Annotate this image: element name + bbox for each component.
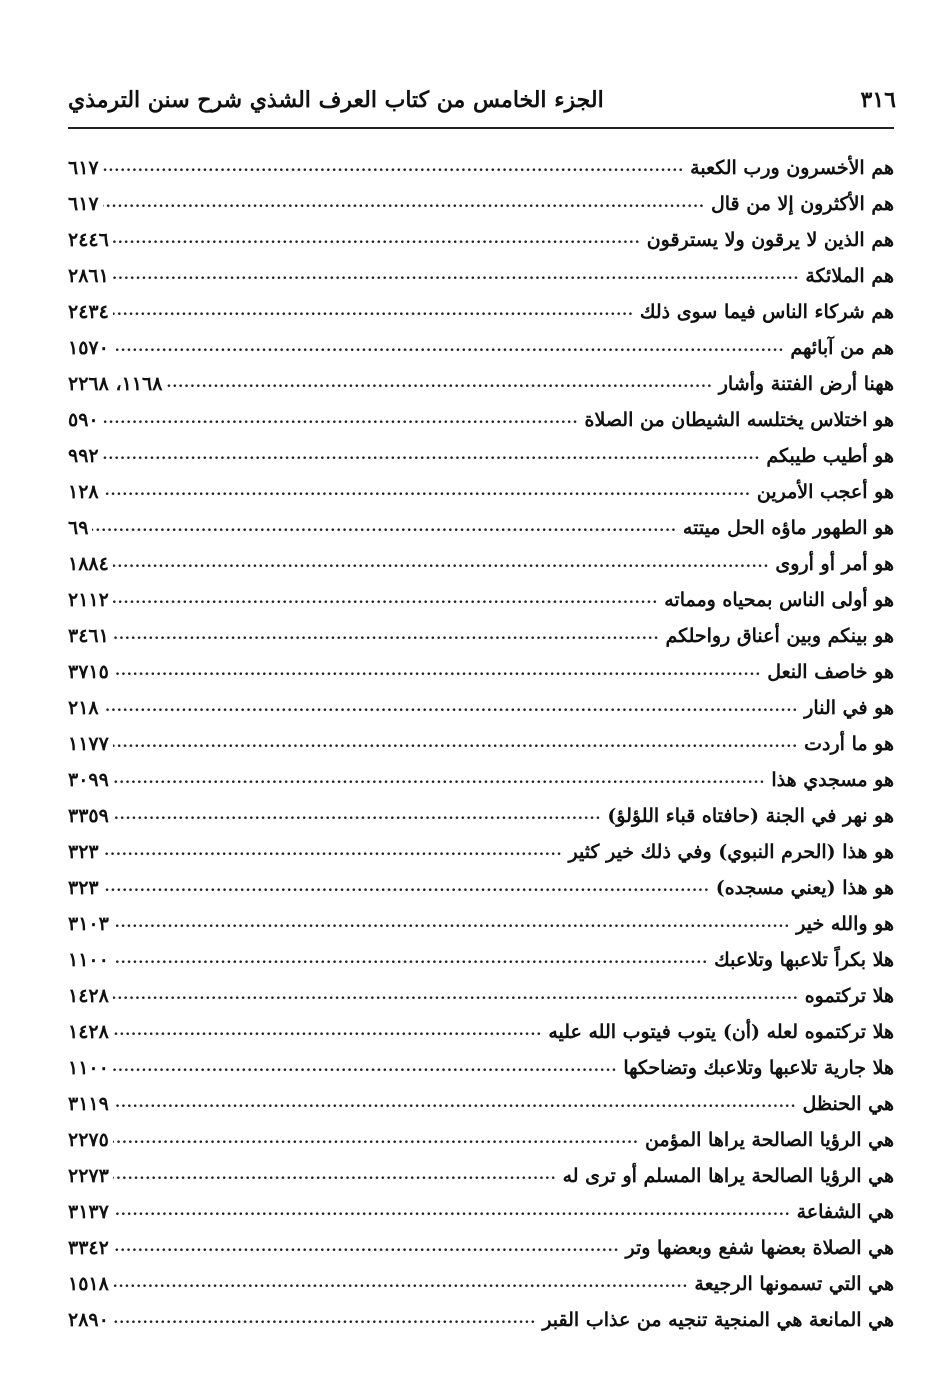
entry-page-numbers: ٢٤٣٤ bbox=[68, 301, 109, 323]
running-title: الجزء الخامس من كتاب العرف الشذي شرح سنن الترمذي bbox=[68, 87, 604, 113]
entry-title: هو أطيب طيبكم bbox=[766, 445, 894, 467]
dot-leader bbox=[166, 373, 712, 393]
entry-page-numbers: ١١٠٠ bbox=[68, 949, 109, 971]
dot-leader bbox=[113, 625, 660, 645]
dot-leader bbox=[113, 985, 799, 1005]
dot-leader bbox=[113, 265, 800, 285]
entry-page-numbers: ٦١٧ bbox=[68, 157, 99, 179]
dot-leader bbox=[103, 193, 705, 213]
entry-title: هو ما أردت bbox=[804, 733, 894, 755]
entry-page-numbers: ١١٦٨، ٢٢٦٨ bbox=[68, 373, 163, 395]
dot-leader bbox=[113, 733, 798, 753]
entry-title: هي المانعة هي المنجية تنجيه من عذاب القبر bbox=[542, 1309, 894, 1331]
entry-title: هي الرؤيا الصالحة يراها المؤمن bbox=[644, 1129, 894, 1151]
dot-leader bbox=[113, 913, 790, 933]
page-header bbox=[68, 80, 896, 120]
index-entry bbox=[68, 1152, 894, 1188]
entry-title: هو الطهور ماؤه الحل ميتته bbox=[682, 517, 894, 539]
entry-page-numbers: ٢٢٧٣ bbox=[68, 1165, 109, 1187]
dot-leader bbox=[113, 949, 708, 969]
dot-leader bbox=[103, 841, 563, 861]
entry-page-numbers: ٢٨٩٠ bbox=[68, 1309, 109, 1331]
entry-page-numbers: ١٥٧٠ bbox=[68, 337, 109, 359]
dot-leader bbox=[113, 301, 634, 321]
dot-leader bbox=[103, 877, 710, 897]
dot-leader bbox=[113, 229, 641, 249]
index-entry bbox=[68, 864, 894, 900]
dot-leader bbox=[113, 337, 785, 357]
index-entry bbox=[68, 396, 894, 432]
entry-title: هو في النار bbox=[804, 697, 894, 719]
index-entry bbox=[68, 720, 894, 756]
entry-page-numbers: ٣٢٣ bbox=[68, 877, 99, 899]
entry-page-numbers: ٢١٨ bbox=[68, 697, 99, 719]
entry-page-numbers: ٥٩٠ bbox=[68, 409, 99, 431]
entry-page-numbers: ٣١٠٣ bbox=[68, 913, 109, 935]
index-entry bbox=[68, 432, 894, 468]
index-entry bbox=[68, 1044, 894, 1080]
index-list bbox=[68, 144, 894, 1332]
dot-leader bbox=[92, 517, 677, 537]
dot-leader bbox=[113, 553, 770, 573]
entry-page-numbers: ١٢٨ bbox=[68, 481, 99, 503]
dot-leader bbox=[113, 805, 602, 825]
entry-page-numbers: ٣٢٣ bbox=[68, 841, 99, 863]
entry-title: هي الشفاعة bbox=[796, 1201, 894, 1223]
index-entry bbox=[68, 900, 894, 936]
entry-page-numbers: ١٨٨٤ bbox=[68, 553, 109, 575]
index-entry bbox=[68, 828, 894, 864]
index-entry bbox=[68, 1188, 894, 1224]
entry-page-numbers: ٣٣٥٩ bbox=[68, 805, 109, 827]
entry-page-numbers: ٦٩ bbox=[68, 517, 89, 539]
entry-page-numbers: ١٥١٨ bbox=[68, 1273, 109, 1295]
entry-title: هو هذا (الحرم النبوي) وفي ذلك خير كثير bbox=[568, 841, 894, 863]
dot-leader bbox=[113, 661, 761, 681]
entry-page-numbers: ١١٠٠ bbox=[68, 1057, 109, 1079]
index-entry bbox=[68, 504, 894, 540]
entry-title: هي الصلاة بعضها شفع وبعضها وتر bbox=[625, 1237, 894, 1259]
entry-title: هم الأخسرون ورب الكعبة bbox=[690, 157, 894, 179]
entry-page-numbers: ٣١٣٧ bbox=[68, 1201, 109, 1223]
entry-page-numbers: ٢١١٢ bbox=[68, 589, 109, 611]
entry-page-numbers: ١٤٢٨ bbox=[68, 1021, 109, 1043]
entry-title: هو أعجب الأمرين bbox=[756, 481, 894, 503]
entry-title: هو خاصف النعل bbox=[767, 661, 894, 683]
index-entry bbox=[68, 1116, 894, 1152]
entry-page-numbers: ٢٨٦١ bbox=[68, 265, 109, 287]
entry-title: هلا تركتموه bbox=[804, 985, 894, 1007]
entry-title: هو والله خير bbox=[796, 913, 894, 935]
index-entry bbox=[68, 792, 894, 828]
dot-leader bbox=[113, 589, 658, 609]
dot-leader bbox=[113, 769, 766, 789]
dot-leader bbox=[103, 157, 685, 177]
entry-title: هو مسجدي هذا bbox=[771, 769, 894, 791]
dot-leader bbox=[113, 1237, 620, 1257]
entry-page-numbers: ٢٢٧٥ bbox=[68, 1129, 109, 1151]
index-entry bbox=[68, 1080, 894, 1116]
page-number: ٣١٦ bbox=[860, 87, 896, 113]
entry-page-numbers: ١١٧٧ bbox=[68, 733, 109, 755]
index-entry bbox=[68, 216, 894, 252]
entry-page-numbers: ٦١٧ bbox=[68, 193, 99, 215]
dot-leader bbox=[113, 1093, 797, 1113]
entry-title: هو هذا (يعني مسجده) bbox=[715, 877, 894, 899]
entry-title: هم الذين لا يرقون ولا يسترقون bbox=[646, 229, 894, 251]
entry-title: ههنا أرض الفتنة وأشار bbox=[718, 373, 894, 395]
dot-leader bbox=[113, 1165, 557, 1185]
entry-title: هلا تركتموه لعله (أن) يتوب فيتوب الله عليه bbox=[548, 1021, 894, 1043]
index-entry bbox=[68, 936, 894, 972]
dot-leader bbox=[113, 1057, 618, 1077]
entry-title: هو بينكم وبين أعناق رواحلكم bbox=[665, 625, 894, 647]
index-entry bbox=[68, 468, 894, 504]
entry-page-numbers: ٩٩٢ bbox=[68, 445, 99, 467]
dot-leader bbox=[113, 1201, 791, 1221]
header-rule bbox=[68, 127, 894, 129]
index-entry bbox=[68, 612, 894, 648]
index-entry bbox=[68, 252, 894, 288]
dot-leader bbox=[113, 1273, 689, 1293]
dot-leader bbox=[113, 1021, 542, 1041]
entry-title: هم الملائكة bbox=[805, 265, 894, 287]
dot-leader bbox=[113, 1129, 639, 1149]
index-entry bbox=[68, 756, 894, 792]
entry-page-numbers: ٢٤٤٦ bbox=[68, 229, 109, 251]
entry-page-numbers: ٣٧١٥ bbox=[68, 661, 109, 683]
entry-title: هلا بكراً تلاعبها وتلاعبك bbox=[714, 949, 894, 971]
entry-page-numbers: ١٤٢٨ bbox=[68, 985, 109, 1007]
entry-page-numbers: ٣٣٤٢ bbox=[68, 1237, 109, 1259]
dot-leader bbox=[103, 409, 579, 429]
index-entry bbox=[68, 324, 894, 360]
entry-page-numbers: ٣٠٩٩ bbox=[68, 769, 109, 791]
index-entry bbox=[68, 648, 894, 684]
index-entry bbox=[68, 576, 894, 612]
dot-leader bbox=[103, 445, 761, 465]
index-entry bbox=[68, 180, 894, 216]
dot-leader bbox=[113, 1309, 536, 1329]
entry-title: هم الأكثرون إلا من قال bbox=[710, 193, 894, 215]
index-entry bbox=[68, 1296, 894, 1332]
entry-title: هو أمر أو أروى bbox=[775, 553, 894, 575]
index-entry bbox=[68, 540, 894, 576]
dot-leader bbox=[103, 697, 799, 717]
index-entry bbox=[68, 360, 894, 396]
index-entry bbox=[68, 1008, 894, 1044]
entry-title: هو اختلاس يختلسه الشيطان من الصلاة bbox=[584, 409, 894, 431]
index-entry bbox=[68, 144, 894, 180]
index-entry bbox=[68, 972, 894, 1008]
entry-title: هو نهر في الجنة (حافتاه قباء اللؤلؤ) bbox=[607, 805, 894, 827]
entry-title: هي الرؤيا الصالحة يراها المسلم أو ترى له bbox=[562, 1165, 894, 1187]
dot-leader bbox=[103, 481, 751, 501]
entry-title: هم من آبائهم bbox=[790, 337, 894, 359]
entry-page-numbers: ٣١١٩ bbox=[68, 1093, 109, 1115]
entry-page-numbers: ٣٤٦١ bbox=[68, 625, 109, 647]
index-entry bbox=[68, 684, 894, 720]
entry-title: هلا جارية تلاعبها وتلاعبك وتضاحكها bbox=[623, 1057, 894, 1079]
entry-title: هي التي تسمونها الرجيعة bbox=[694, 1273, 894, 1295]
index-entry bbox=[68, 1260, 894, 1296]
index-entry bbox=[68, 1224, 894, 1260]
entry-title: هم شركاء الناس فيما سوى ذلك bbox=[639, 301, 894, 323]
index-entry bbox=[68, 288, 894, 324]
entry-title: هو أولى الناس بمحياه ومماته bbox=[664, 589, 894, 611]
entry-title: هي الحنظل bbox=[802, 1093, 894, 1115]
